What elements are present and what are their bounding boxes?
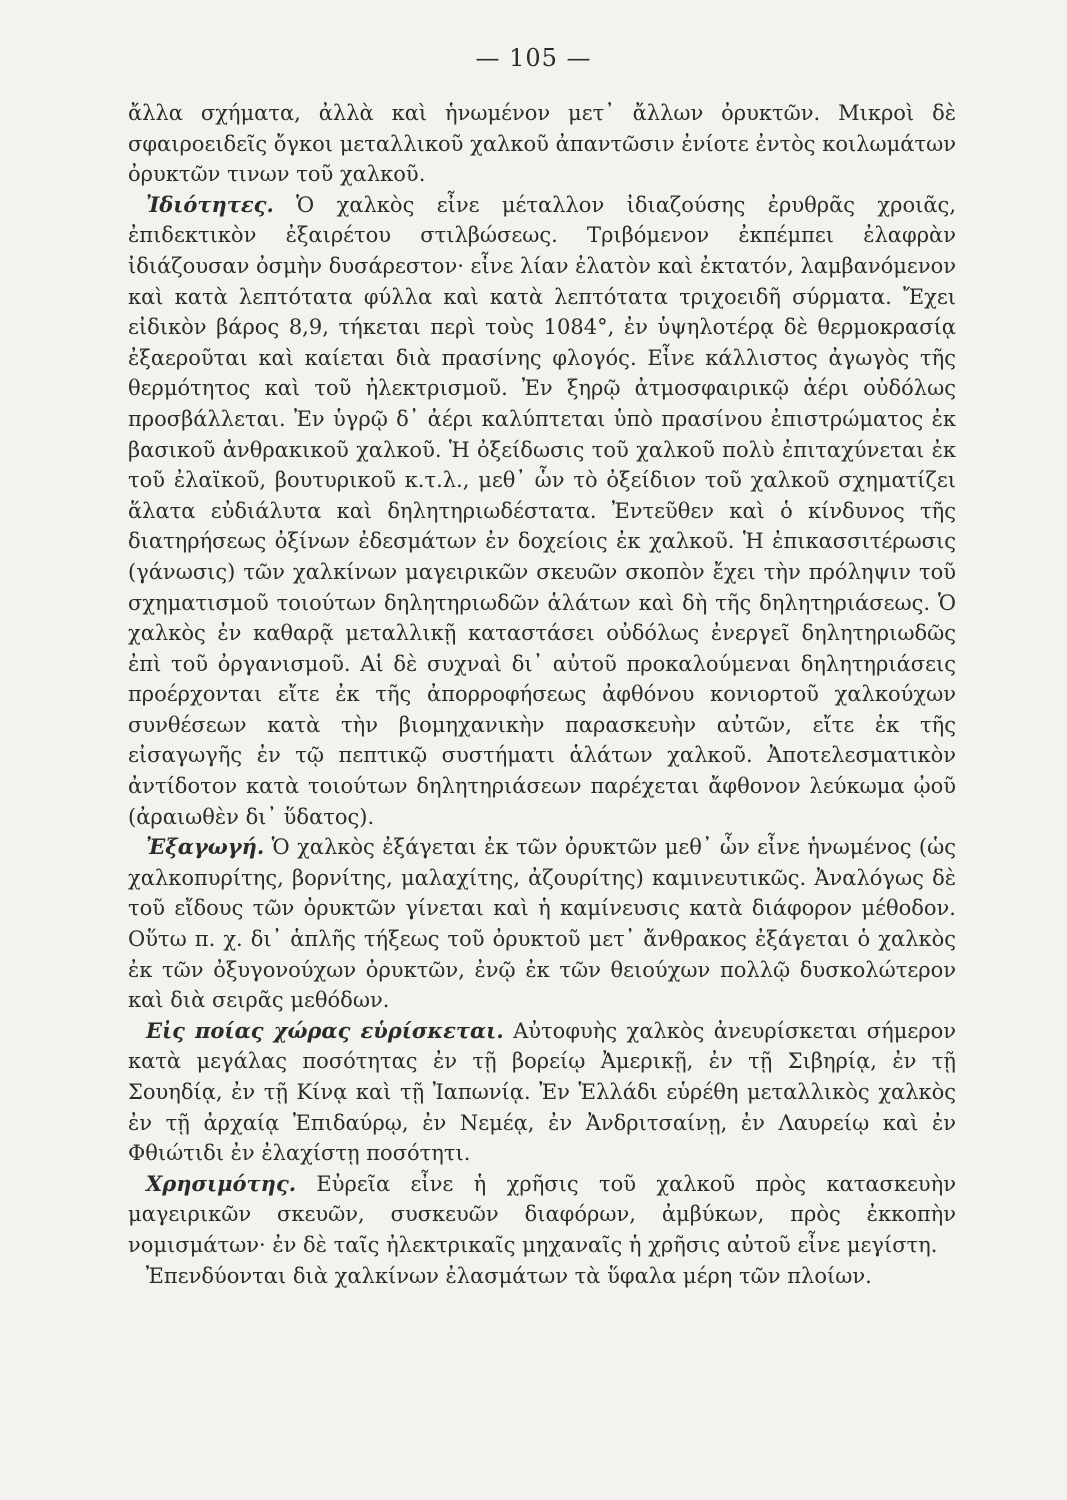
paragraph-text: ἄλλα σχήματα, ἀλλὰ καὶ ἡνωμένον μετ᾿ ἄλλων ὀρυκτῶν. Μικροὶ δὲ σφαιροειδεῖς ὄγκοι μεταλλικοῦ χαλκοῦ ἀπαντῶσιν ἐνίοτε ἐντὸς κοιλωμάτων ὀρυκτῶν τινων τοῦ χαλκοῦ.: [128, 101, 956, 187]
section-heading-uses: Χρησιμότης.: [146, 1170, 297, 1196]
section-heading-properties: Ἰδιότητες.: [146, 191, 274, 217]
paragraph-text: Ὁ χαλκὸς εἶνε μέταλλον ἰδιαζούσης ἐρυθρᾶς χροιᾶς, ἐπιδεκτικὸν ἐξαιρέτου στιλβώσεως. Τριβόμενον ἐκπέμπει ἐλαφρὰν ἰδιάζουσαν ὀσμὴν δυσάρεστον· εἶνε λίαν ἐλατὸν καὶ ἐκτατόν, λαμβανόμενον καὶ κατὰ λεπτότατα φύλλα καὶ κατὰ λεπτότατα τριχοειδῆ σύρματα. Ἔχει εἰδικὸν βάρος 8,9, τήκεται περὶ τοὺς 1084°, ἐν ὑψηλοτέρᾳ δὲ θερμοκρασίᾳ ἐξαεροῦται καὶ καίεται διὰ πρασίνης φλογός. Εἶνε κάλλιστος ἀγωγὸς τῆς θερμότητος καὶ τοῦ ἠλεκτρισμοῦ. Ἐν ξηρῷ ἀτμοσφαιρικῷ ἀέρι οὐδόλως προσβάλλεται. Ἐν ὑγρῷ δ᾿ ἀέρι καλύπτεται ὑπὸ πρασίνου ἐπιστρώματος ἐκ βασικοῦ ἀνθρακικοῦ χαλκοῦ. Ἡ ὀξείδωσις τοῦ χαλκοῦ πολὺ ἐπιταχύνεται ἐκ τοῦ ἐλαϊκοῦ, βουτυρικοῦ κ.τ.λ., μεθ᾿ ὧν τὸ ὀξείδιον τοῦ χαλκοῦ σχηματίζει ἅλατα εὐδιάλυτα καὶ δηλητηριωδέστατα. Ἐντεῦθεν καὶ ὁ κίνδυνος τῆς διατηρήσεως ὀξίνων ἐδεσμάτων ἐν δοχείοις ἐκ χαλκοῦ. Ἡ ἐπικασσιτέρωσις (γάνωσις) τῶν χαλκίνων μαγειρικῶν σκευῶν σκοπὸν ἔχει τὴν πρόληψιν τοῦ σχηματισμοῦ τοιούτων δηλητηριωδῶν ἁλάτων καὶ δὴ τῆς δηλητηριάσεως. Ὁ χαλκὸς ἐν καθαρᾷ μεταλλικῇ καταστάσει οὐδόλως ἐνεργεῖ δηλητηριωδῶς ἐπὶ τοῦ ὀργανισμοῦ. Αἱ δὲ συχναὶ δι᾿ αὐτοῦ προκαλούμεναι δηλητηριάσεις προέρχονται εἴτε ἐκ τῆς ἀπορροφήσεως ἀφθόνου κονιορτοῦ χαλκούχων συνθέσεων κατὰ τὴν βιομηχανικὴν παρασκευὴν αὐτῶν, εἴτε ἐκ τῆς εἰσαγωγῆς ἐν τῷ πεπτικῷ συστήματι ἁλάτων χαλκοῦ. Ἀποτελεσματικὸν ἀντίδοτον κατὰ τοιούτων δηλητηριάσεων παρέχεται ἄφθονον λεύκωμα ᾠοῦ (ἀραιωθὲν δι᾿ ὕδατος).: [128, 192, 956, 829]
paragraph-intro: [128, 98, 956, 190]
paragraph-extraction: [128, 832, 956, 1016]
paragraph-properties: [128, 190, 956, 832]
section-heading-occurrence: Εἰς ποίας χώρας εὑρίσκεται.: [146, 1017, 504, 1043]
paragraph-uses: [128, 1169, 956, 1261]
paragraph-ships: [128, 1261, 956, 1292]
paragraph-occurrence: [128, 1016, 956, 1169]
paragraph-text: Ὁ χαλκὸς ἐξάγεται ἐκ τῶν ὀρυκτῶν μεθ᾿ ὧν εἶνε ἡνωμένος (ὡς χαλκοπυρίτης, βορνίτης, μαλαχίτης, ἀζουρίτης) καμινευτικῶς. Ἀναλόγως δὲ τοῦ εἴδους τῶν ὀρυκτῶν γίνεται καὶ ἡ καμίνευσις κατὰ διάφορον μέθοδον. Οὕτω π. χ. δι᾿ ἁπλῆς τήξεως τοῦ ὀρυκτοῦ μετ᾿ ἄνθρακος ἐξάγεται ὁ χαλκὸς ἐκ τῶν ὀξυγονούχων ὀρυκτῶν, ἐνῷ ἐκ τῶν θειούχων πολλῷ δυσκολώτερον καὶ διὰ σειρᾶς μεθόδων.: [128, 835, 956, 1013]
paragraph-text: Ἐπενδύονται διὰ χαλκίνων ἐλασμάτων τὰ ὕφαλα μέρη τῶν πλοίων.: [146, 1263, 872, 1288]
page-body: [128, 98, 956, 1291]
paragraph-text: Εὐρεῖα εἶνε ἡ χρῆσις τοῦ χαλκοῦ πρὸς κατασκευὴν μαγειρικῶν σκευῶν, συσκευῶν διαφόρων, ἀμβύκων, πρὸς ἐκκοπὴν νομισμάτων· ἐν δὲ ταῖς ἠλεκτρικαῖς μηχαναῖς ἡ χρῆσις αὐτοῦ εἶνε μεγίστη.: [128, 1171, 956, 1257]
page-number: — 105 —: [475, 44, 592, 72]
section-heading-extraction: Ἐξαγωγή.: [146, 834, 265, 860]
paragraph-text: Αὐτοφυὴς χαλκὸς ἀνευρίσκεται σήμερον κατὰ μεγάλας ποσότητας ἐν τῇ βορείῳ Ἀμερικῇ, ἐν τῇ Σιβηρίᾳ, ἐν τῇ Σουηδίᾳ, ἐν τῇ Κίνᾳ καὶ τῇ Ἰαπωνίᾳ. Ἐν Ἑλλάδι εὑρέθη μεταλλικὸς χαλκὸς ἐν τῇ ἀρχαίᾳ Ἐπιδαύρῳ, ἐν Νεμέᾳ, ἐν Ἀνδριτσαίνῃ, ἐν Λαυρείῳ καὶ ἐν Φθιώτιδι ἐν ἐλαχίστῃ ποσότητι.: [128, 1018, 957, 1166]
